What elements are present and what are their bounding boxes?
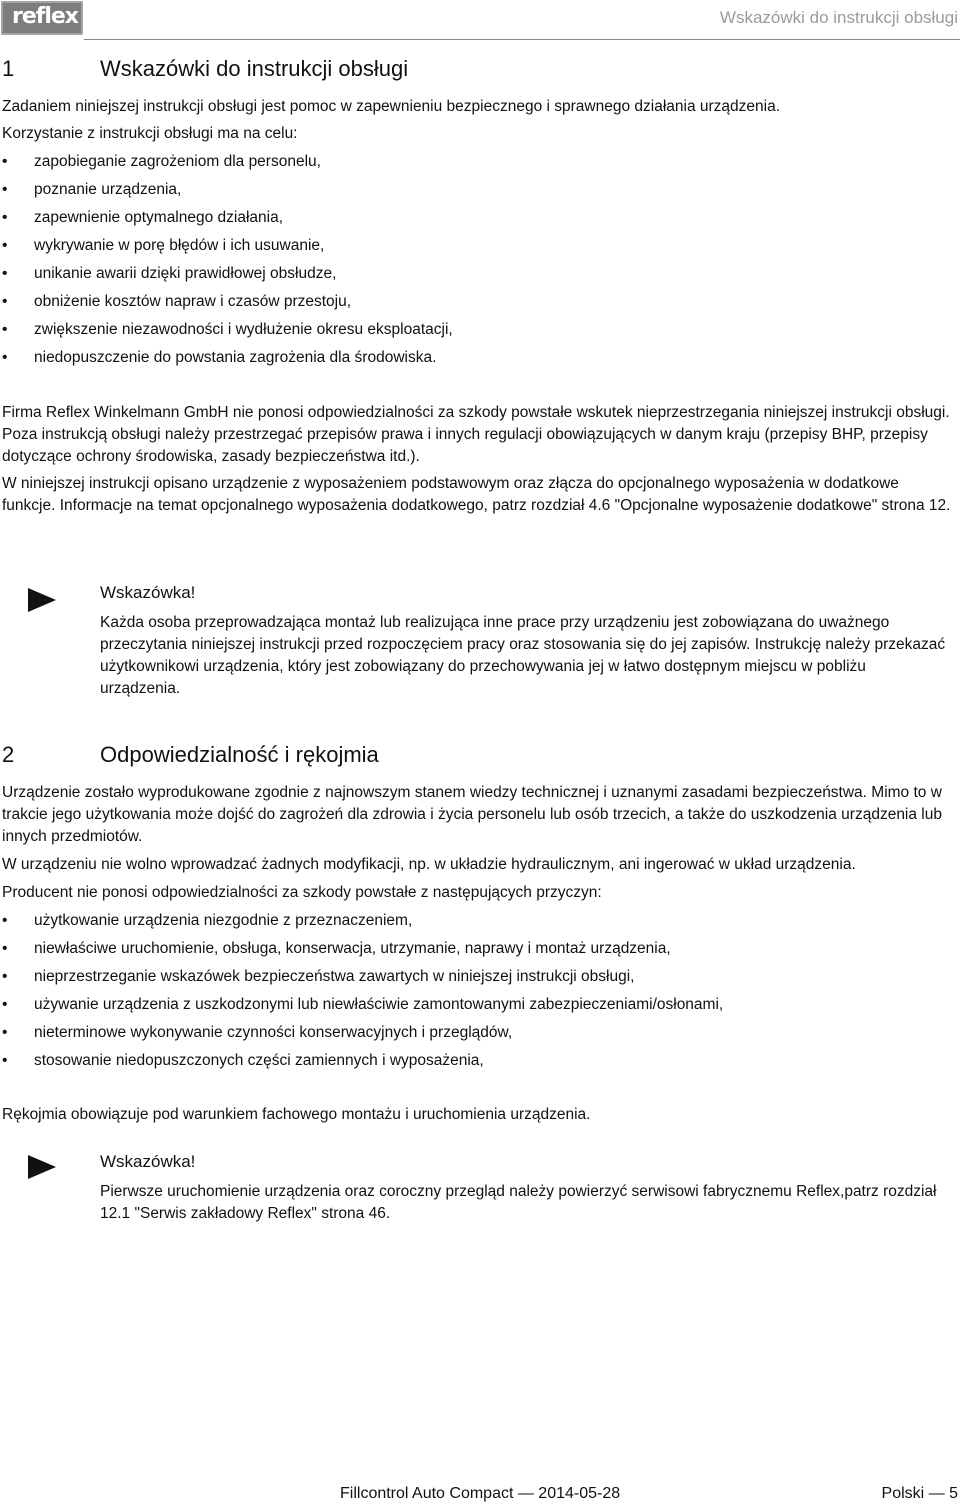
bullet-icon: •	[2, 940, 8, 957]
section-1-scope-paragraph: W niniejszej instrukcji opisano urządzenie z wyposażeniem podstawowym oraz złącza do opcjonalnego wyposażenia w dodatkowe funkcje. Informacje na temat opcjonalnego wyposażenia dodatkowego, patrz rozdział 4.6 "Opcjonalne wyposażenie dodatkowe" strona 12.	[2, 475, 951, 514]
bullet-icon: •	[2, 968, 8, 985]
section-1-note-title: Wskazówka!	[100, 583, 196, 602]
bullet-icon: •	[2, 1024, 8, 1041]
section-2-warranty-paragraph: Rękojmia obowiązuje pod warunkiem fachowego montażu i uruchomienia urządzenia.	[2, 1106, 591, 1123]
bullet-icon: •	[2, 237, 8, 254]
section-2-note-title: Wskazówka!	[100, 1152, 196, 1171]
bullet-icon: •	[2, 293, 8, 310]
page-header	[0, 0, 960, 42]
bullet-icon: •	[2, 321, 8, 338]
section-2-lead: Producent nie ponosi odpowiedzialności za szkody powstałe z następujących przyczyn:	[2, 884, 602, 901]
bullet-icon: •	[2, 1052, 8, 1069]
section-1-title: Wskazówki do instrukcji obsługi	[100, 56, 409, 81]
bullet-icon: •	[2, 181, 8, 198]
section-2-modification-paragraph: W urządzeniu nie wolno wprowadzać żadnych modyfikacji, np. w układzie hydraulicznym, ani ingerować w układ urządzenia.	[2, 856, 856, 873]
section-1-note-body: Każda osoba przeprowadzająca montaż lub realizująca inne prace przy urządzeniu jest zobowiązana do uważnego przeczytania niniejszej instrukcji przed rozpoczęciem pracy oraz stosowania się do jej zapisów. Instrukcję należy przekazać użytkownikowi urządzenia, który jest zobowiązany do przechowywania jej w łatwo dostępnym miejscu w pobliżu urządzenia.	[100, 614, 946, 697]
section-2-note-body: Pierwsze uruchomienie urządzenia oraz coroczny przegląd należy powierzyć serwisowi fabrycznemu Reflex,patrz rozdział 12.1 "Serwis zakładowy Reflex" strona 46.	[100, 1183, 937, 1222]
section-1-intro: Zadaniem niniejszej instrukcji obsługi jest pomoc w zapewnieniu bezpiecznego i sprawnego działania urządzenia.	[2, 98, 781, 115]
footer-document-title: Fillcontrol Auto Compact — 2014-05-28	[340, 1485, 621, 1502]
section-1-number: 1	[2, 56, 15, 81]
bullet-icon: •	[2, 912, 8, 929]
bullet-icon: •	[2, 153, 8, 170]
bullet-icon: •	[2, 349, 8, 366]
section-2-intro-paragraph: Urządzenie zostało wyprodukowane zgodnie z najnowszym stanem wiedzy technicznej i uznanymi zasadami bezpieczeństwa. Mimo to w trakcie jego użytkowania może dojść do zagrożeń dla zdrowia i życia personelu lub osób trzecich, a także do uszkodzenia urządzenia lub innych przedmiotów.	[2, 784, 942, 845]
section-2-number: 2	[2, 742, 15, 767]
bullet-icon: •	[2, 209, 8, 226]
note-arrow-icon	[28, 588, 56, 612]
page-footer	[0, 1483, 960, 1505]
bullet-icon: •	[2, 265, 8, 282]
section-1-liability-paragraph: Firma Reflex Winkelmann GmbH nie ponosi odpowiedzialności za szkody powstałe wskutek nieprzestrzegania niniejszej instrukcji obsługi. Poza instrukcją obsługi należy przestrzegać przepisów prawa i innych regulacji obowiązujących w danym kraju (przepisy BHP, przepisy dotyczące ochrony środowiska, zasady bezpieczeństwa itd.).	[2, 404, 950, 465]
running-header-title: Wskazówki do instrukcji obsługi	[719, 8, 958, 27]
bullet-icon: •	[2, 996, 8, 1013]
header-divider	[84, 39, 960, 40]
section-1-lead: Korzystanie z instrukcji obsługi ma na celu:	[2, 125, 298, 142]
reflex-logo	[1, 1, 83, 35]
footer-page-number: Polski — 5	[881, 1485, 958, 1502]
section-2-title: Odpowiedzialność i rękojmia	[100, 742, 379, 767]
note-arrow-icon	[28, 1155, 56, 1179]
logo-wordmark: reflex	[12, 4, 78, 29]
